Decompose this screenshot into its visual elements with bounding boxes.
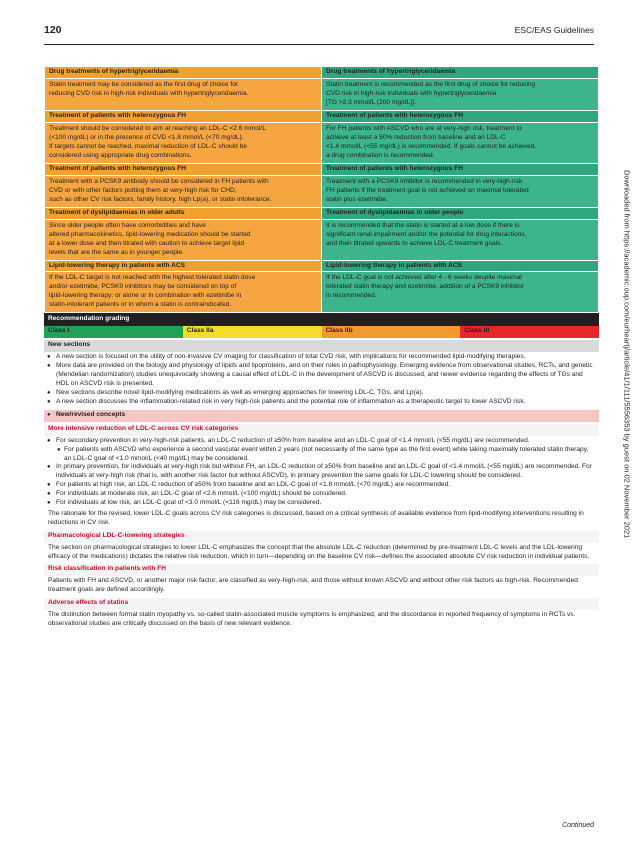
cell-line: <1.4 mmol/L (<55 mg/dL) is recommended. If goals cannot be achieved,	[326, 142, 537, 150]
left-recommendation-cell	[45, 122, 322, 163]
cell-line: reducing CVD risk in high-risk individuals with hypertriglyceridaemia.	[49, 89, 249, 97]
table-row	[45, 207, 599, 219]
left-section-title: Treatment of patients with heterozygous FH	[45, 110, 322, 122]
cell-line: altered pharmacokinetics, lipid-lowering medication should be started	[49, 230, 251, 238]
cell-line: at a lower dose and then titrated with caution to achieve target lipid	[49, 239, 245, 247]
list-item: ● For individuals at low risk, an LDL-C goal of <3.0 mmol/L (<116 mg/dL) may be considered.	[44, 499, 599, 508]
cell-line: lipid-lowering therapy; or alone or in combination with ezetimibe in	[49, 292, 242, 300]
right-recommendation-cell	[322, 78, 599, 110]
table-row	[45, 272, 599, 313]
download-note-text: Downloaded from https://academic.oup.com/eurheartj/article/41/1/111/5556353 by guest on 02 November 2021	[622, 170, 632, 539]
cell-line: considered using appropriate drug combinations.	[49, 151, 192, 159]
list-item: ● For secondary prevention in very-high-risk patients, an LDL-C reduction of ≥50% from baseline and an LDL-C goal of <1.4 mmol/L (<55 mg/dL) are recommended.	[44, 437, 599, 446]
pharmacological-heading: Pharmacological LDL-C-lowering strategies	[44, 531, 599, 543]
fh-risk-paragraph: Patients with FH and ASCVD, or another major risk factor, are classified as very-high-risk, and those without known ASCVD and without other risk factors as high-risk. Recommended treatment goals are defined accordingly.	[48, 577, 578, 594]
cell-line: If targets cannot be reached, maximal reduction of LDL-C should be	[49, 142, 247, 150]
cell-line: such as other CV risk factors, family history, high Lp(a), or statin intolerance.	[49, 195, 272, 203]
left-recommendation-cell	[45, 175, 322, 207]
left-recommendation-cell	[45, 78, 322, 110]
list-item: ● A new section is focused on the utility of non-invasive CV imaging for classification of total CVD risk, with implications for recommended lipid-modifying therapies.	[44, 353, 599, 362]
table-row	[45, 122, 599, 163]
table-row	[45, 219, 599, 260]
list-item: ● In primary prevention, for individuals at very-high risk but without FH, an LDL-C reduction of ≥50% from baseline and an LDL-C goal of <1.4 mmol/L (<55 mg/dL) are recommended. For individuals at very-high risk (that is, with another risk factor but without ASCVD), in primary prevention the same goals for LDL-C lowering should be considered.	[44, 463, 599, 481]
cell-line: If the LDL-C target is not reached with the highest tolerated statin dose	[49, 274, 256, 282]
intensive-reduction-list	[44, 436, 599, 509]
cell-line: and then titrated upwards to achieve LDL-C treatment goals.	[326, 239, 503, 247]
cell-line: CVD or with other factors putting them at very-high risk for CHD,	[49, 186, 237, 194]
new-sections-list	[44, 352, 599, 407]
table-row	[45, 110, 599, 122]
cell-line: Treatment with a PCSK9 inhibitor is recommended in very-high-risk	[326, 177, 523, 185]
intensive-reduction-heading: More intensive reduction of LDL-C across CV risk categories	[44, 424, 599, 436]
cell-line: If the LDL-C goal is not achieved after 4 - 6 weeks despite maximal	[326, 274, 522, 282]
grading-title: Recommendation grading	[44, 313, 599, 326]
table-row	[45, 260, 599, 272]
cell-line: and/or ezetimibe, PCSK9 inhibitors may be considered on top of	[49, 283, 237, 291]
page-header	[44, 24, 594, 40]
continued-note: Continued	[562, 822, 594, 829]
cell-line: For FH patients with ASCVD who are at very-high risk, treatment to	[326, 124, 522, 132]
fh-risk-heading: Risk classification in patients with FH	[44, 564, 599, 576]
list-item: ● New sections describe novel lipid-modifying medications as well as emerging approaches for lowering LDL-C, TGs, and Lp(a).	[44, 389, 599, 398]
table-row	[45, 78, 599, 110]
cell-line: tolerated statin therapy and ezetimibe, addition of a PCSK9 inhibitor	[326, 283, 524, 291]
cell-line: levels that are the same as in younger people.	[49, 248, 184, 256]
cell-line: significant renal impairment and/or the potential for drug interactions,	[326, 230, 527, 238]
cell-line: Treatment should be considered to aim at reaching an LDL-C <2.6 mmol/L	[49, 124, 266, 132]
list-item: ● For patients with ASCVD who experience a second vascular event within 2 years (not necessarily of the same type as the first event) while taking maximally tolerated statin therapy, an LDL-C goal of <1.0 mmol/L (<40 mg/dL) may be considered.	[44, 446, 599, 464]
download-watermark	[622, 170, 632, 730]
table-row	[45, 67, 599, 79]
right-section-title: Treatment of dyslipidaemias in older people	[322, 207, 599, 219]
right-recommendation-cell	[322, 272, 599, 313]
cell-line: Statin treatment is recommended as the first drug of choice for reducing	[326, 80, 536, 88]
left-section-title: Treatment of patients with heterozygous FH	[45, 163, 322, 175]
grade-class-iib: Class IIb	[322, 326, 461, 338]
right-section-title: Drug treatments of hypertriglyceridaemia	[322, 67, 599, 79]
guidelines-table	[44, 66, 599, 630]
right-recommendation-cell	[322, 122, 599, 163]
cell-line: CVD risk in high-risk individuals with hypertriglyceridaemia	[326, 89, 497, 97]
grade-class-iia: Class IIa	[183, 326, 322, 338]
running-title: ESC/EAS Guidelines	[514, 25, 594, 35]
header-rule	[44, 44, 594, 45]
adverse-effects-heading: Adverse effects of statins	[44, 598, 599, 610]
left-recommendation-cell	[45, 272, 322, 313]
list-item: ● A new section discusses the inflammation-related risk in very high-risk patients and the potential role of inflammation as a therapeutic target to lower ASCVD risk.	[44, 398, 599, 407]
new-sections-heading: New sections	[44, 340, 599, 352]
left-section-title: Treatment of dyslipidaemias in older adults	[45, 207, 322, 219]
table-row	[45, 175, 599, 207]
new-revised-heading: ● New/revised concepts	[44, 410, 599, 422]
list-item: ● For patients at high risk, an LDL-C reduction of ≥50% from baseline and an LDL-C goal of <1.8 mmol/L (<70 mg/dL) are recommended.	[44, 481, 599, 490]
list-item: ● For individuals at moderate risk, an LDL-C goal of <2.6 mmol/L (<100 mg/dL) should be considered.	[44, 490, 599, 499]
cell-line: [TG >2.3 mmol/L (200 mg/dL)].	[326, 98, 417, 106]
table-row	[45, 163, 599, 175]
cell-line: Since older people often have comorbidities and have	[49, 221, 206, 229]
comparison-table	[44, 66, 599, 313]
cell-line: FH patients if the treatment goal is not achieved on maximal tolerated	[326, 186, 529, 194]
rationale-paragraph: The rationale for the revised, lower LDL-C goals across CV risk categories is discussed, based on a critical synthesis of available evidence from lipid-modifying interventions resulting in reductions in CV risk.	[48, 509, 584, 526]
grade-class-i: Class I	[44, 326, 183, 338]
grading-legend	[44, 326, 599, 338]
right-section-title: Lipid-lowering therapy in patients with ACS	[322, 260, 599, 272]
cell-line: statin plus ezetimibe.	[326, 195, 388, 203]
left-section-title: Lipid-lowering therapy in patients with ACS	[45, 260, 322, 272]
cell-line: is recommended.	[326, 292, 377, 300]
left-recommendation-cell	[45, 219, 322, 260]
right-recommendation-cell	[322, 219, 599, 260]
cell-line: a drug combination is recommended.	[326, 151, 435, 159]
adverse-effects-paragraph: The distinction between formal statin myopathy vs. so-called statin-associated muscle symptoms is emphasized, and the discordance in reported frequency of symptoms in RCTs vs. observational studies are critically discussed on the basis of new relevant evidence.	[48, 611, 576, 628]
right-section-title: Treatment of patients with heterozygous FH	[322, 110, 599, 122]
cell-line: statin-intolerant patients or in whom a statin is contraindicated.	[49, 301, 232, 309]
cell-line: achieve at least a 50% reduction from baseline and an LDL-C	[326, 133, 506, 141]
cell-line: Statin treatment may be considered as the first drug of choice for	[49, 80, 239, 88]
right-section-title: Treatment of patients with heterozygous FH	[322, 163, 599, 175]
cell-line: It is recommended that the statin is started at a low dose if there is	[326, 221, 520, 229]
left-section-title: Drug treatments of hypertriglyceridaemia	[45, 67, 322, 79]
list-item: ● More data are provided on the biology and physiology of lipids and lipoproteins, and on their roles in pathophysiology. Emerging evidence from observational studies, RCTs, and genetic (Mendelian randomization) studies unequivocally showing a causal effect of LDL-C in the development of ASCVD is discussed, and newer evidence regarding the effects of TGs and HDL on ASCVD risk is presented.	[44, 362, 599, 389]
pharmacological-paragraph: The section on pharmacological strategies to lower LDL-C emphasizes the concept that the absolute LDL-C reduction (determined by pre-treatment LDL-C levels and the LDL-lowering efficacy of the medications) dictates the relative risk reduction, which in turn—depending on the baseline CV risk—defines the associated absolute CV risk reduction in individual patients.	[48, 543, 590, 560]
cell-line: Treatment with a PCSK9 antibody should be considered in FH patients with	[49, 177, 269, 185]
cell-line: (<100 mg/dL) or in the presence of CVD <1.8 mmol/L (<70 mg/dL).	[49, 133, 244, 141]
page-number: 120	[44, 24, 62, 36]
grade-class-iii: Class III	[460, 326, 599, 338]
right-recommendation-cell	[322, 175, 599, 207]
